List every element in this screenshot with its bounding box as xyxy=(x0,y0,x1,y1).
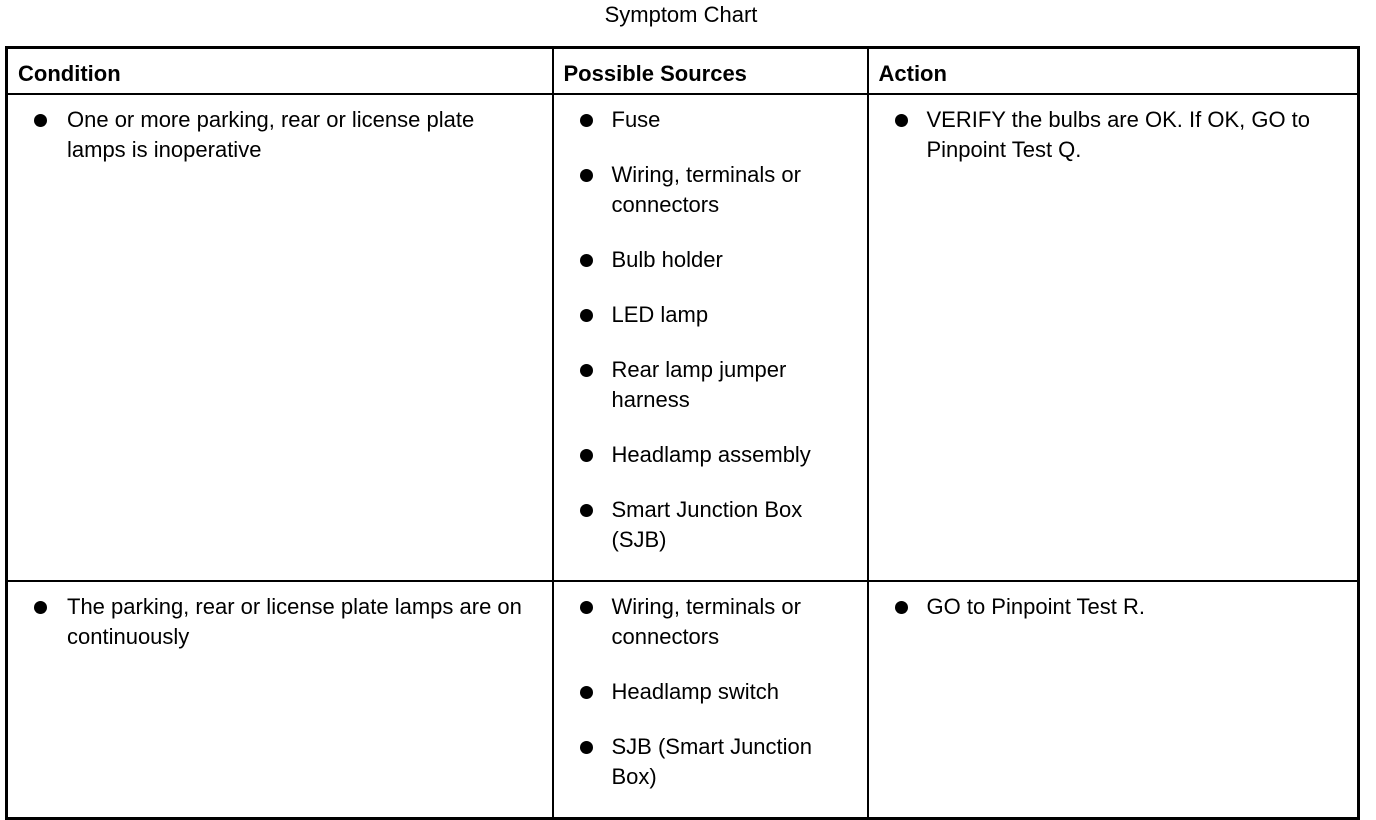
action-text: GO to Pinpoint Test R. xyxy=(926,593,1145,619)
symptom-table xyxy=(5,46,1360,820)
condition-list xyxy=(8,582,552,652)
source-item xyxy=(554,355,851,415)
source-item xyxy=(554,160,851,220)
condition-list xyxy=(8,95,552,165)
source-text: Fuse xyxy=(611,106,661,132)
source-item xyxy=(554,105,851,135)
bullet-icon xyxy=(580,449,593,462)
bullet-icon xyxy=(580,169,593,182)
source-text: Wiring, terminals or connectors xyxy=(611,593,801,649)
action-item xyxy=(869,105,1342,165)
source-text: Smart Junction Box (SJB) xyxy=(611,496,803,552)
source-text: SJB (Smart Junction Box) xyxy=(611,733,813,789)
bullet-icon xyxy=(895,114,908,127)
bullet-icon xyxy=(895,601,908,614)
condition-text: The parking, rear or license plate lamps are on continuously xyxy=(67,593,522,649)
source-item xyxy=(554,732,851,792)
action-list xyxy=(869,95,1358,165)
bullet-icon xyxy=(580,504,593,517)
condition-text: One or more parking, rear or license plate lamps is inoperative xyxy=(67,106,475,162)
possible-sources-list xyxy=(554,95,867,555)
column-header-condition: Condition xyxy=(7,48,553,94)
bullet-icon xyxy=(34,114,47,127)
condition-cell xyxy=(7,94,553,581)
bullet-icon xyxy=(580,364,593,377)
bullet-icon xyxy=(580,601,593,614)
bullet-icon xyxy=(580,686,593,699)
bullet-icon xyxy=(580,254,593,267)
source-text: Headlamp switch xyxy=(611,678,780,704)
bullet-icon xyxy=(580,309,593,322)
column-header-action: Action xyxy=(868,48,1359,94)
bullet-icon xyxy=(34,601,47,614)
source-text: Rear lamp jumper harness xyxy=(611,356,787,412)
source-item xyxy=(554,677,851,707)
chart-title: Symptom Chart xyxy=(604,2,758,27)
condition-cell xyxy=(7,581,553,819)
source-text: Headlamp assembly xyxy=(611,441,811,467)
source-item xyxy=(554,592,851,652)
source-text: Wiring, terminals or connectors xyxy=(611,161,801,217)
action-list xyxy=(869,582,1358,622)
table-row xyxy=(7,94,1359,581)
action-cell xyxy=(868,94,1359,581)
action-cell xyxy=(868,581,1359,819)
bullet-icon xyxy=(580,114,593,127)
action-text: VERIFY the bulbs are OK. If OK, GO to Pinpoint Test Q. xyxy=(926,106,1311,162)
source-text: Bulb holder xyxy=(611,246,723,272)
possible-sources-cell xyxy=(553,94,868,581)
column-header-possible-sources: Possible Sources xyxy=(553,48,868,94)
condition-item xyxy=(8,105,536,165)
possible-sources-cell xyxy=(553,581,868,819)
source-text: LED lamp xyxy=(611,301,709,327)
bullet-icon xyxy=(580,741,593,754)
source-item xyxy=(554,300,851,330)
table-row xyxy=(7,581,1359,819)
possible-sources-list xyxy=(554,582,867,792)
action-item xyxy=(869,592,1342,622)
source-item xyxy=(554,440,851,470)
condition-item xyxy=(8,592,536,652)
source-item xyxy=(554,495,851,555)
source-item xyxy=(554,245,851,275)
table-header-row xyxy=(7,48,1359,94)
